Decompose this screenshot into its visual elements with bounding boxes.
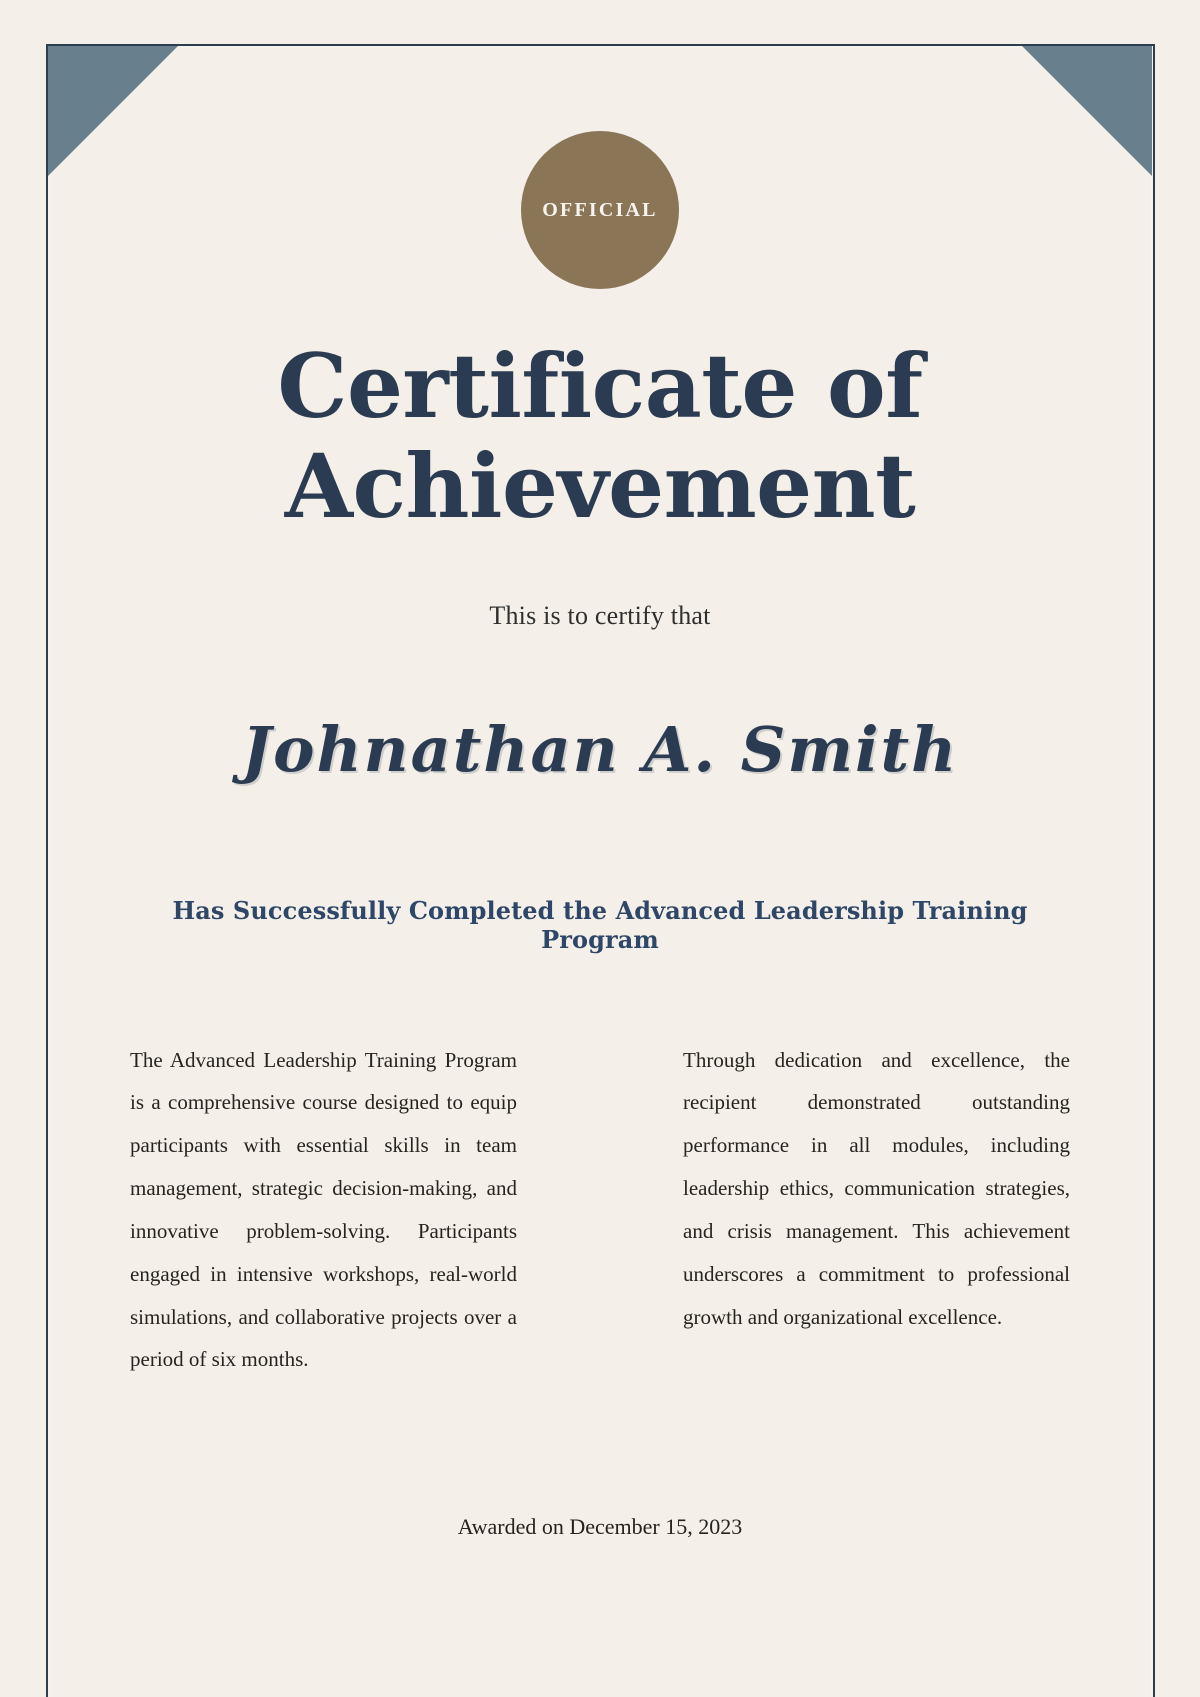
page-title (130, 0, 1070, 537)
recipient-name: Johnathan A. Smith (241, 712, 959, 786)
page-title-line-1: Certificate of (277, 334, 923, 438)
description-column-right: Through dedication and excellence, the recipient demonstrated outstanding performance in all modules, including leadership ethics, communication strategies, and crisis management. This achievement underscores a commitment to professional growth and organizational excellence. (683, 1047, 1070, 1329)
description-columns (130, 954, 1070, 1403)
page-title-line-2: Achievement (284, 434, 916, 539)
certify-statement: This is to certify that (489, 600, 711, 630)
achievement-statement: Has Successfully Completed the Advanced Leadership Training Program (172, 895, 1028, 954)
description-column-left: The Advanced Leadership Training Program is a comprehensive course designed to equip participants with essential skills in team management, strategic decision-making, and innovative problem-solving. Participants engaged in intensive workshops, real-world simulations, and collaborative projects over a period of six months. (130, 1047, 517, 1372)
awarded-date: Awarded on December 15, 2023 (457, 1514, 743, 1540)
certificate-content (48, 0, 1152, 1697)
official-seal-label: OFFICIAL (542, 198, 658, 221)
